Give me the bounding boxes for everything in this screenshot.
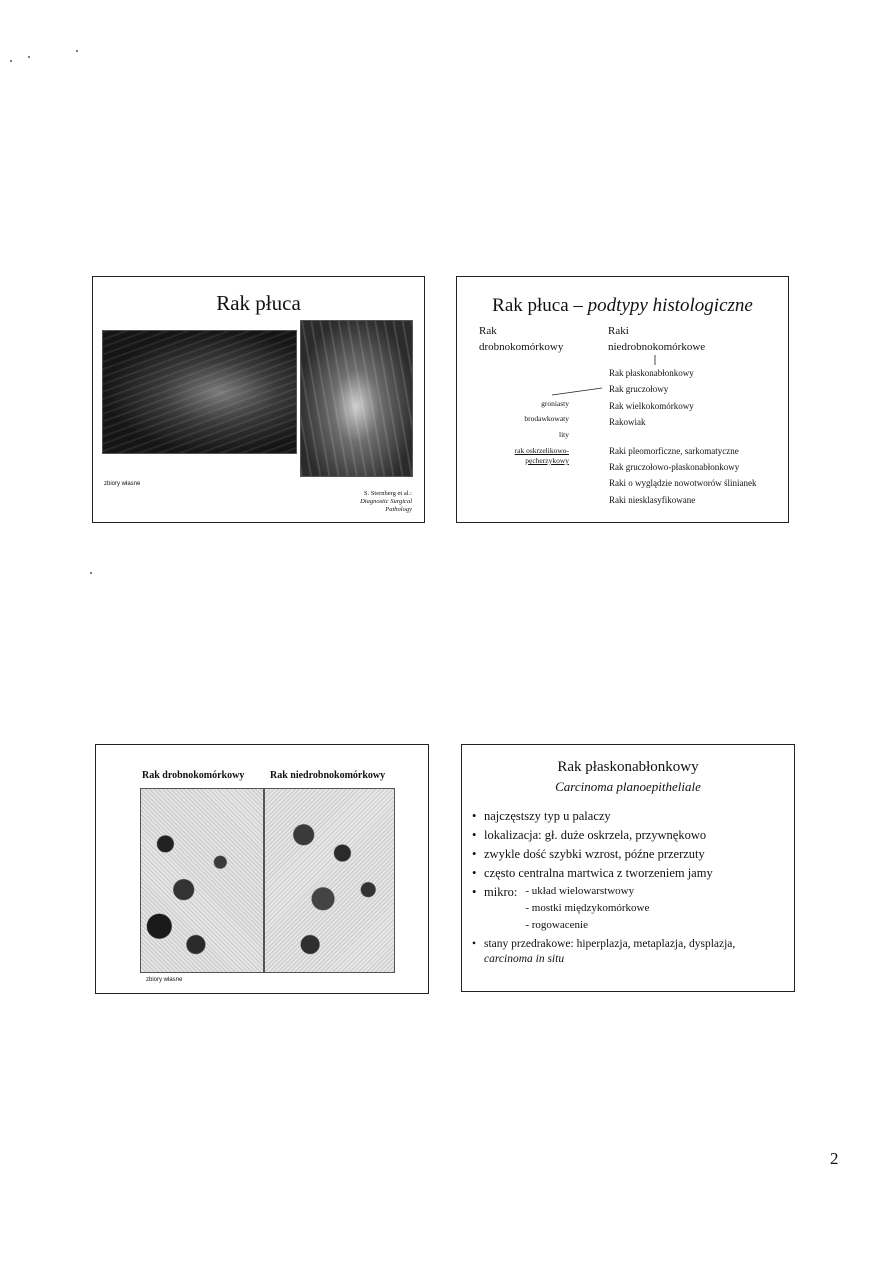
heading-non-small-cell: Rak niedrobnokomórkowy <box>270 770 386 781</box>
page-number: 2 <box>830 1149 839 1168</box>
subtype-other: Raki pleomorficzne, sarkomatyczne <box>609 446 739 456</box>
non-small-cell-heading: Raki niedrobnokomórkowe <box>608 325 706 353</box>
bullet-item: • lokalizacja: gł. duże oskrzela, przywnękowo <box>472 826 784 845</box>
mikro-item: - rogowacenie <box>525 919 588 931</box>
heading-small-cell: Rak drobnokomórkowy <box>142 770 245 781</box>
subtype-left: groniasty <box>541 399 569 408</box>
photo-caption: zbiory własne <box>146 977 183 983</box>
bullet-item: • często centralna martwica z tworzeniem jamy <box>472 864 784 883</box>
slide-histological-subtypes <box>456 276 789 523</box>
subtype-other: Raki niesklasyfikowane <box>609 495 696 505</box>
connector-left <box>552 388 602 395</box>
bullet-item: • najczęstszy typ u palaczy <box>472 807 784 826</box>
bullet-list <box>472 807 784 967</box>
bullet-item-mikro <box>472 883 784 934</box>
histology-photo-right <box>300 320 413 477</box>
scan-speck <box>10 60 12 62</box>
subtype-main: Rak wielkokomórkowy <box>609 401 694 411</box>
bullet-item: • zwykle dość szybki wzrost, późne przerzuty <box>472 845 784 864</box>
subtype-other: Rak gruczołowo-płaskonabłonkowy <box>609 462 740 472</box>
scan-speck <box>90 572 92 574</box>
subtype-other: Raki o wyglądzie nowotworów ślinianek <box>609 478 757 488</box>
slide-cytology-comparison <box>95 744 429 994</box>
photo-caption: zbiory własne <box>104 481 141 487</box>
subtype-main: Rak płaskonabłonkowy <box>609 368 694 378</box>
mikro-item: - mostki międzykomórkowe <box>525 902 650 914</box>
mikro-sublist <box>525 883 649 934</box>
subtype-main: Rak gruczołowy <box>609 384 669 394</box>
mikro-label: • mikro: <box>484 885 518 899</box>
histology-photo-left <box>102 330 297 454</box>
photo-credit: S. Sternberg et al.: Diagnostic Surgical Pathology <box>360 490 412 513</box>
subtype-main: Rakowiak <box>609 417 646 427</box>
slide-title: Rak płuca <box>216 291 301 315</box>
slide-subtitle: Carcinoma planoepitheliale <box>555 779 701 794</box>
subtype-left: pęcherzykowy <box>525 456 569 465</box>
small-cell-heading: Rak drobnokomórkowy <box>479 325 564 353</box>
cytology-photo-non-small-cell <box>264 788 395 973</box>
subtype-left: lity <box>558 430 569 439</box>
slide-lung-cancer <box>92 276 425 523</box>
slide-squamous-cell-carcinoma <box>461 744 795 992</box>
scan-speck <box>76 50 78 52</box>
subtype-left: brodawkowaty <box>524 414 569 423</box>
mikro-item: - układ wielowarstwowy <box>525 885 635 897</box>
subtype-left: rak oskrzelikowo- <box>514 446 569 455</box>
cytology-photo-small-cell <box>140 788 264 973</box>
scan-speck <box>28 56 30 58</box>
slide-title: Rak płuca – podtypy histologiczne <box>492 295 753 316</box>
slide-title: Rak płaskonabłonkowy <box>557 759 699 775</box>
bullet-item-precancerous: • stany przedrakowe: hiperplazja, metaplazja, dysplazja, carcinoma in situ <box>472 937 784 967</box>
